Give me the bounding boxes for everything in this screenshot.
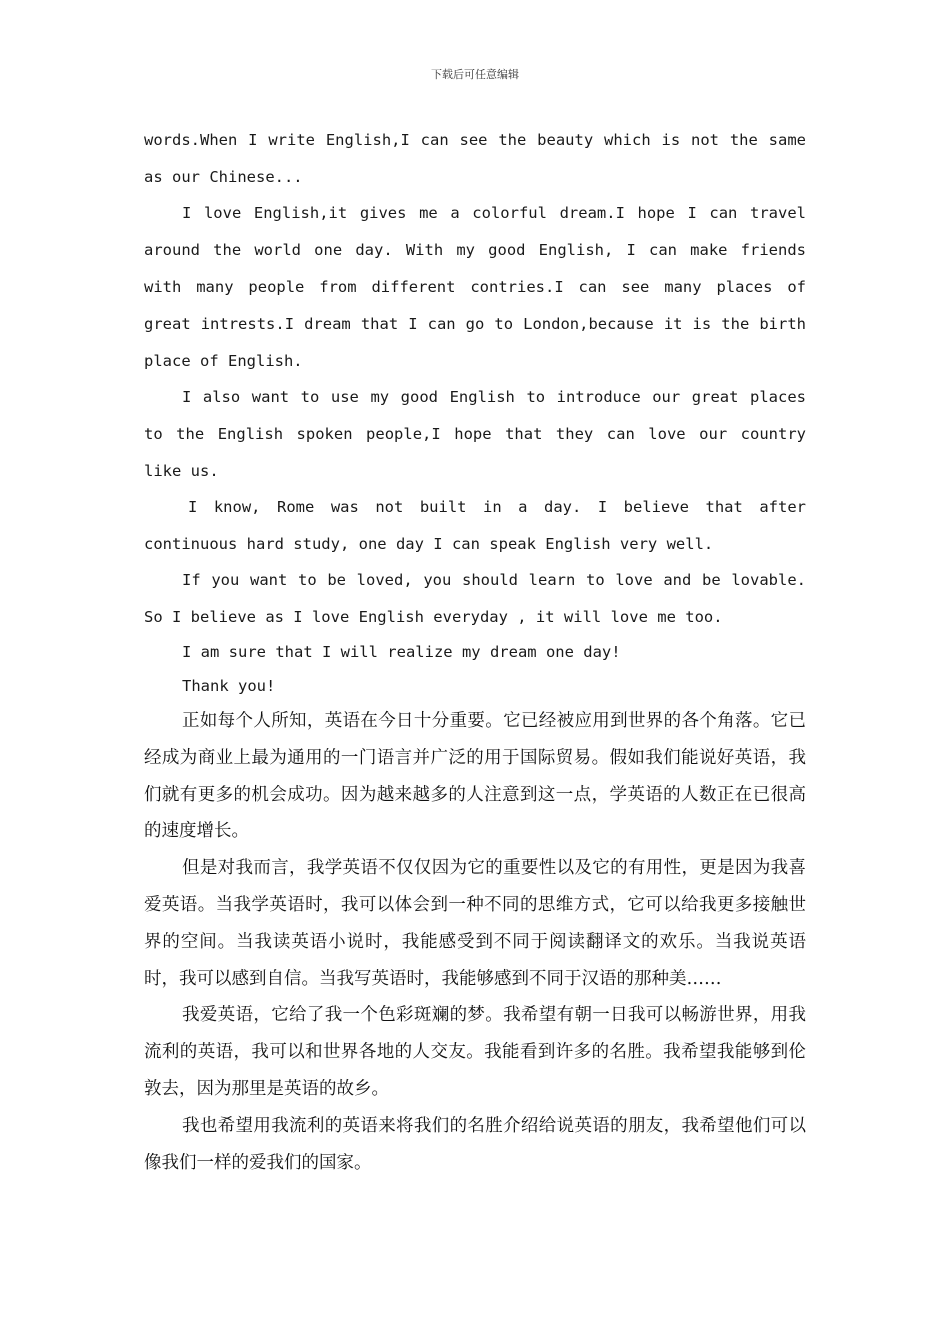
english-paragraph-5: If you want to be loved, you should learn to love and be lovable. So I believe as I love English everyday , it will love me too. xyxy=(144,571,806,626)
english-paragraph-3: I also want to use my good English to introduce our great places to the English spoken people,I hope that they can love our country like us. xyxy=(144,388,806,480)
chinese-paragraph-2: 但是对我而言，我学英语不仅仅因为它的重要性以及它的有用性，更是因为我喜爱英语。当我学英语时，我可以体会到一种不同的思维方式，它可以给我更多接触世界的空间。当我读英语小说时，我能感受到不同于阅读翻译文的欢乐。当我说英语时，我可以感到自信。当我写英语时，我能够感到不同于汉语的那种美…… xyxy=(144,858,806,989)
document-body xyxy=(144,122,806,1181)
english-paragraph-2: I love English,it gives me a colorful dream.I hope I can travel around the world one day. With my good English, I can make friends with many people from different contries.I can see many places of great intrests.I dream that I can go to London,because it is the birth place of English. xyxy=(144,204,806,370)
english-paragraph-1: words.When I write English,I can see the beauty which is not the same as our Chinese... xyxy=(144,131,806,186)
english-paragraph-7: Thank you! xyxy=(182,677,276,695)
chinese-paragraph-4: 我也希望用我流利的英语来将我们的名胜介绍给说英语的朋友，我希望他们可以像我们一样的爱我们的国家。 xyxy=(144,1115,806,1173)
english-paragraph-4: I know, Rome was not built in a day. I believe that after continuous hard study, one day I can speak English very well. xyxy=(144,498,806,553)
page-header: 下载后可任意编辑 xyxy=(431,68,519,81)
chinese-paragraph-1: 正如每个人所知，英语在今日十分重要。它已经被应用到世界的各个角落。它已经成为商业上最为通用的一门语言并广泛的用于国际贸易。假如我们能说好英语，我们就有更多的机会成功。因为越来越多的人注意到这一点，学英语的人数正在已很高的速度增长。 xyxy=(144,711,806,842)
english-section xyxy=(144,122,806,704)
chinese-paragraph-3: 我爱英语，它给了我一个色彩斑斓的梦。我希望有朝一日我可以畅游世界，用我流利的英语，我可以和世界各地的人交友。我能看到许多的名胜。我希望我能够到伦敦去，因为那里是英语的故乡。 xyxy=(144,1005,806,1099)
english-paragraph-6: I am sure that I will realize my dream one day! xyxy=(182,643,621,661)
chinese-section xyxy=(144,703,806,1181)
